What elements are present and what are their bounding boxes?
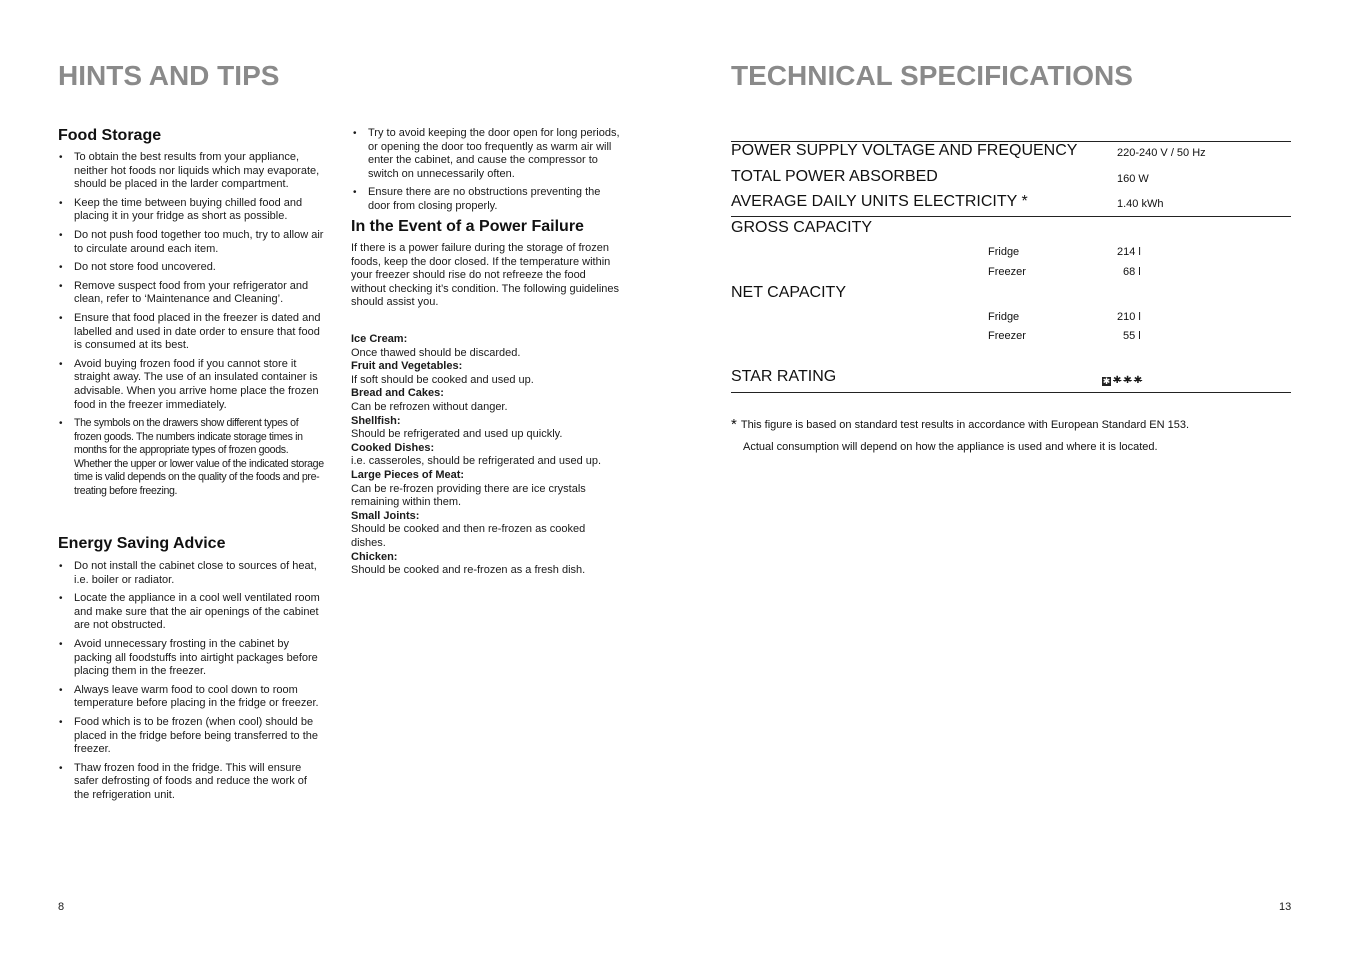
list-item: • Ensure there are no obstructions preventing the door from closing properly. bbox=[352, 186, 620, 213]
power-failure-heading: In the Event of a Power Failure bbox=[351, 218, 584, 235]
list-item: • Avoid buying frozen food if you cannot store it straight away. The use of an insulated container is advisable. When you arrive home place the frozen food in the freezer immediately. bbox=[58, 358, 324, 412]
footnote-line-1 bbox=[731, 416, 1189, 433]
gross-freezer-value: 68 l bbox=[1123, 266, 1141, 278]
page-number-left: 8 bbox=[58, 901, 65, 913]
footnote-line-2: Actual consumption will depend on how the appliance is used and where it is located. bbox=[743, 441, 1158, 453]
net-freezer-label: Freezer bbox=[988, 330, 1026, 342]
food-desc: Can be refrozen without danger. bbox=[351, 400, 508, 413]
food-name: Bread and Cakes: bbox=[351, 387, 444, 400]
food-name: Ice Cream: bbox=[351, 333, 408, 345]
star-rating-icon bbox=[1102, 376, 1142, 386]
list-item: • Try to avoid keeping the door open for long periods, or opening the door too frequently as warm air will enter the cabinet, and cause the compressor to switch on unnecessarily often. bbox=[352, 127, 620, 181]
food-desc: i.e. casseroles, should be refrigerated and used up. bbox=[351, 455, 602, 468]
food-name: Cooked Dishes: bbox=[351, 441, 435, 454]
food-guidelines-list bbox=[351, 333, 623, 578]
food-desc: Should be refrigerated and used up quickly. bbox=[351, 428, 563, 441]
food-desc: Once thawed should be discarded. bbox=[351, 346, 521, 359]
food-storage-heading: Food Storage bbox=[58, 127, 162, 144]
daily-units-label: AVERAGE DAILY UNITS ELECTRICITY * bbox=[731, 193, 1028, 210]
page-title-hints: HINTS AND TIPS bbox=[58, 60, 280, 91]
food-storage-list bbox=[58, 151, 324, 504]
food-desc: Can be re-frozen providing there are ice crystals remaining within them. bbox=[351, 482, 586, 509]
net-capacity-label: NET CAPACITY bbox=[731, 284, 846, 301]
star-icon: ✱ bbox=[1123, 375, 1132, 386]
list-item: • Do not store food uncovered. bbox=[58, 261, 324, 275]
list-item: • Remove suspect food from your refrigerator and clean, refer to ‘Maintenance and Cleaning’. bbox=[58, 280, 324, 307]
net-freezer-value: 55 l bbox=[1123, 330, 1141, 342]
list-item: • Do not install the cabinet close to sources of heat, i.e. boiler or radiator. bbox=[58, 560, 324, 587]
net-fridge-label: Fridge bbox=[988, 311, 1020, 323]
total-power-value: 160 W bbox=[1117, 173, 1149, 185]
list-item: • Food which is to be frozen (when cool) should be placed in the fridge before being transferred to the freezer. bbox=[58, 716, 324, 757]
food-name: Fruit and Vegetables: bbox=[351, 360, 463, 373]
food-desc: Should be cooked and then re-frozen as cooked dishes. bbox=[351, 523, 586, 549]
power-supply-label: POWER SUPPLY VOLTAGE AND FREQUENCY bbox=[731, 142, 1078, 159]
list-item: • The symbols on the drawers show different types of frozen goods. The numbers indicate storage times in months for the appropriate types of frozen goods. Whether the upper or lower value of the indicated storage time is valid depends on the quality of the foods and pre-treating before freezing. bbox=[58, 417, 324, 499]
star-icon: ✱ bbox=[1113, 375, 1122, 386]
star-icon: ✱ bbox=[1133, 375, 1143, 386]
net-fridge-value: 210 l bbox=[1117, 311, 1141, 323]
page-number-right: 13 bbox=[1279, 901, 1292, 913]
list-item: • Ensure that food placed in the freezer is dated and labelled and used in date order to ensure that food is consumed at its best. bbox=[58, 312, 324, 353]
daily-units-value: 1.40 kWh bbox=[1117, 198, 1164, 210]
food-name: Small Joints: bbox=[351, 509, 420, 522]
food-desc: Should be cooked and re-frozen as a fresh dish. bbox=[351, 564, 586, 577]
list-item: • Always leave warm food to cool down to room temperature before placing in the fridge or freezer. bbox=[58, 684, 324, 711]
list-item: • Do not push food together too much, try to allow air to circulate around each item. bbox=[58, 229, 324, 256]
energy-saving-list bbox=[58, 560, 324, 808]
food-name: Large Pieces of Meat: bbox=[351, 468, 465, 481]
power-failure-text: If there is a power failure during the storage of frozen foods, keep the door closed. If the temperature within your freezer should rise do not refreeze the food without checking it’s condition. The following guidelines should assist you. bbox=[351, 242, 620, 309]
gross-fridge-value: 214 l bbox=[1117, 246, 1141, 258]
footnote-mark: * bbox=[731, 416, 737, 433]
page-title-specs: TECHNICAL SPECIFICATIONS bbox=[731, 60, 1133, 91]
list-item: • Avoid unnecessary frosting in the cabinet by packing all foodstuffs into airtight packages before placing them in the freezer. bbox=[58, 638, 324, 679]
list-item: • Thaw frozen food in the fridge. This will ensure safer defrosting of foods and reduce the work of the refrigeration unit. bbox=[58, 762, 324, 803]
food-desc: If soft should be cooked and used up. bbox=[351, 373, 534, 386]
list-item: • Locate the appliance in a cool well ventilated room and make sure that the air openings of the cabinet are not obstructed. bbox=[58, 592, 324, 633]
star-rating-label: STAR RATING bbox=[731, 368, 837, 385]
gross-fridge-label: Fridge bbox=[988, 246, 1020, 258]
footnote-text: This figure is based on standard test results in accordance with European Standard EN 153. bbox=[740, 419, 1190, 431]
gross-capacity-label: GROSS CAPACITY bbox=[731, 219, 873, 236]
door-tips-list bbox=[352, 127, 620, 219]
gross-freezer-label: Freezer bbox=[988, 266, 1026, 278]
power-supply-value: 220-240 V / 50 Hz bbox=[1117, 147, 1206, 159]
list-item: • To obtain the best results from your appliance, neither hot foods nor liquids which may evaporate, should be placed in the larder compartment. bbox=[58, 151, 324, 192]
spec-divider bbox=[731, 392, 1291, 393]
freezer-star-icon: ✱ bbox=[1102, 375, 1111, 386]
energy-saving-heading: Energy Saving Advice bbox=[58, 535, 226, 552]
food-name: Chicken: bbox=[351, 550, 398, 563]
spec-divider bbox=[731, 216, 1291, 217]
list-item: • Keep the time between buying chilled food and placing it in your fridge as short as possible. bbox=[58, 197, 324, 224]
total-power-label: TOTAL POWER ABSORBED bbox=[731, 168, 938, 185]
food-name: Shellfish: bbox=[351, 414, 401, 427]
